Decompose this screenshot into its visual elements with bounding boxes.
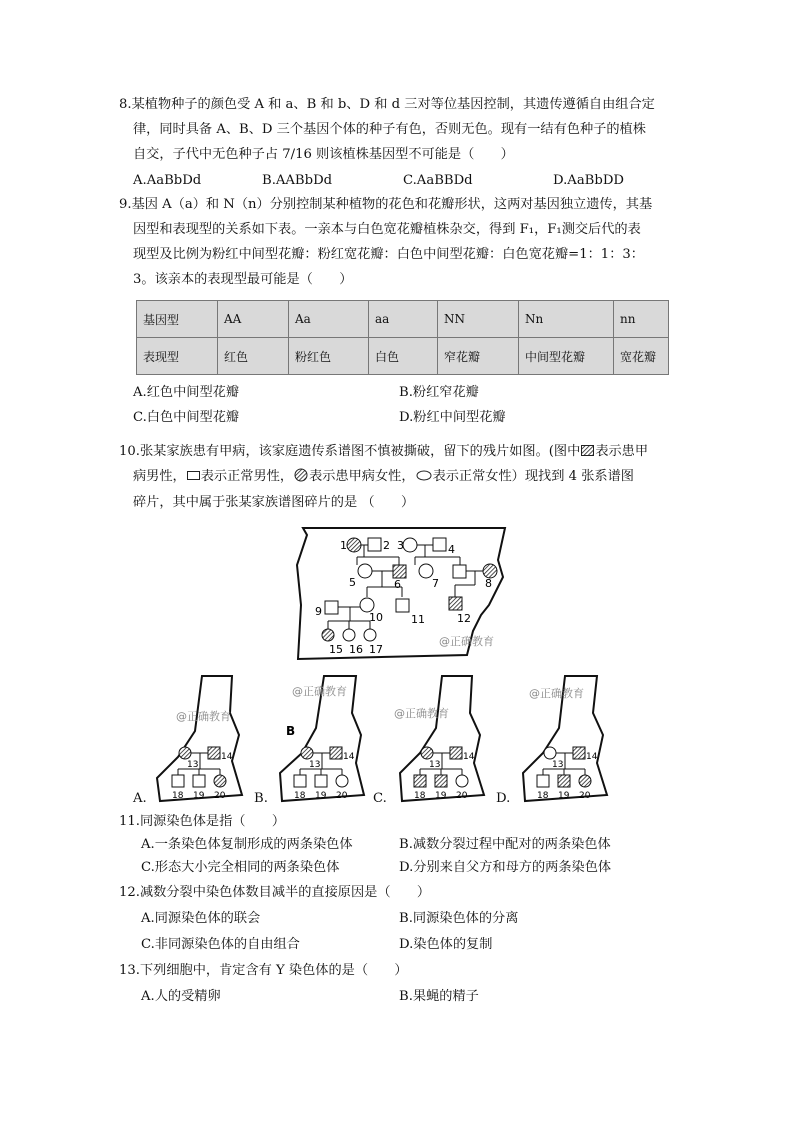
- q13-stem: 13.下列细胞中，肯定含有 Y 染色体的是（ ）: [119, 963, 408, 978]
- pedigree-label: 7: [432, 577, 439, 590]
- q11-option-d[interactable]: D.分别来自父方和母方的两条染色体: [399, 860, 612, 875]
- pedigree-member-8: [483, 564, 497, 578]
- q9-line-1: 9.基因 A（a）和 N（n）分别控制某种植物的花色和花瓣形状，这两对基因独立遗传，其基: [119, 197, 653, 212]
- table-cell: nn: [614, 301, 669, 338]
- pedigree-label: 12: [457, 612, 471, 625]
- pedigree-label: 20: [579, 791, 591, 801]
- fragment-member-14: [573, 747, 585, 759]
- pedigree-label: 10: [369, 611, 383, 624]
- pedigree-member-16: [343, 629, 355, 641]
- fragment-member-13: [544, 747, 556, 759]
- pedigree-label: 13: [429, 760, 441, 770]
- q8-line-1: 8.某植物种子的颜色受 A 和 a、B 和 b、D 和 d 三对等位基因控制，其遗传遵循自由组合定: [119, 97, 655, 112]
- table-cell: aa: [369, 301, 438, 338]
- pedigree-label: 18: [172, 791, 184, 801]
- pedigree-member-2: [368, 538, 381, 551]
- fragment-member-19: [558, 775, 570, 787]
- pedigree-member-11: [396, 599, 409, 612]
- pedigree-label: 11: [411, 613, 425, 626]
- q11-option-b[interactable]: B.减数分裂过程中配对的两条染色体: [399, 837, 611, 852]
- fragment-member-13: [179, 747, 191, 759]
- pedigree-label: 4: [448, 543, 455, 556]
- fragment-member-14: [450, 747, 462, 759]
- fragment-member-20: [336, 775, 348, 787]
- table-cell: 宽花瓣: [614, 338, 669, 375]
- pedigree-member-6: [393, 565, 406, 578]
- q9-option-d[interactable]: D.粉红中间型花瓣: [399, 410, 506, 425]
- pedigree-label: 14: [463, 752, 475, 762]
- pedigree-label: 15: [329, 643, 343, 656]
- pedigree-member-12: [449, 597, 462, 610]
- pedigree-fragment-d[interactable]: [515, 673, 610, 806]
- table-cell: 表现型: [137, 338, 218, 375]
- pedigree-member-17: [364, 629, 376, 641]
- q8-line-3: 自交，子代中无色种子占 7/16 则该植株基因型不可能是（ ）: [133, 147, 514, 162]
- fragment-member-20: [214, 775, 226, 787]
- fragment-member-18: [537, 775, 549, 787]
- fragment-option-a[interactable]: A.: [133, 791, 147, 806]
- pedigree-label: 8: [485, 577, 492, 590]
- watermark: @正确教育: [176, 710, 231, 723]
- pedigree-label: 3: [397, 539, 404, 552]
- q10-line-2-text-b: 表示正常男性，: [200, 469, 294, 484]
- table-cell: AA: [218, 301, 289, 338]
- pedigree-label: 9: [315, 605, 322, 618]
- q8-option-b[interactable]: B.AABbDd: [262, 173, 333, 188]
- q10-line-1: [119, 442, 648, 462]
- pedigree-member-4: [433, 538, 446, 551]
- fragment-option-b[interactable]: B.: [254, 791, 268, 806]
- q10-line-3: 碎片，其中属于张某家族谱图碎片的是 （ ）: [133, 495, 415, 510]
- pedigree-label: 14: [221, 752, 233, 762]
- q9-line-3: 现型及比例为粉红中间型花瓣：粉红宽花瓣：白色中间型花瓣：白色宽花瓣=1：1：3：: [133, 247, 644, 262]
- pedigree-label: 19: [315, 791, 327, 801]
- q12-option-c[interactable]: C.非同源染色体的自由组合: [141, 937, 300, 952]
- table-cell: NN: [438, 301, 519, 338]
- pedigree-label: 20: [456, 791, 468, 801]
- table-cell: Nn: [519, 301, 614, 338]
- affected-female-legend-icon: [294, 468, 308, 482]
- q10-line-1-text-b: 表示患甲: [595, 444, 649, 459]
- fragment-option-c[interactable]: C.: [373, 791, 387, 806]
- pedigree-label: 19: [193, 791, 205, 801]
- pedigree-label: 14: [586, 752, 598, 762]
- fragment-member-14: [330, 747, 342, 759]
- fragment-member-20: [579, 775, 591, 787]
- pedigree-label: 13: [187, 760, 199, 770]
- q9-option-a[interactable]: A.红色中间型花瓣: [133, 385, 240, 400]
- q9-line-4: 3。该亲本的表现型最可能是（ ）: [133, 272, 353, 287]
- fragment-member-19: [193, 775, 205, 787]
- q11-stem: 11.同源染色体是指（ ）: [119, 814, 286, 829]
- watermark: @正确教育: [529, 687, 584, 700]
- pedigree-label: 18: [537, 791, 549, 801]
- q9-option-c[interactable]: C.白色中间型花瓣: [133, 410, 240, 425]
- q10-line-2-text-a: 病男性，: [133, 469, 186, 484]
- fragment-member-14: [208, 747, 220, 759]
- q10-line-1-text-a: 10.张某家族患有甲病，该家庭遗传系谱图不慎被撕破，留下的残片如图。(图中: [119, 444, 581, 459]
- pedigree-label: 6: [394, 578, 401, 591]
- q11-option-c[interactable]: C.形态大小完全相同的两条染色体: [141, 860, 340, 875]
- pedigree-label: 19: [435, 791, 447, 801]
- pedigree-member-15: [322, 629, 334, 641]
- pedigree-fragment-b[interactable]: [272, 673, 367, 806]
- q13-option-b[interactable]: B.果蝇的精子: [399, 989, 479, 1004]
- pedigree-label: 13: [552, 760, 564, 770]
- q9-line-2: 因型和表现型的关系如下表。一亲本与白色宽花瓣植株杂交，得到 F₁，F₁测交后代的表: [133, 222, 641, 237]
- fragment-member-19: [435, 775, 447, 787]
- pedigree-fragment-a[interactable]: [150, 673, 245, 806]
- pedigree-member-3: [403, 538, 417, 552]
- affected-male-legend-icon: [581, 445, 594, 456]
- fragment-member-18: [294, 775, 306, 787]
- table-row: [137, 338, 669, 375]
- pedigree-member-10: [360, 598, 374, 612]
- table-cell: 窄花瓣: [438, 338, 519, 375]
- table-cell: 粉红色: [289, 338, 369, 375]
- main-pedigree-fragment: [295, 525, 510, 665]
- pedigree-label: 18: [294, 791, 306, 801]
- fragment-member-19: [315, 775, 327, 787]
- q8-option-c[interactable]: C.AaBBDd: [403, 173, 473, 188]
- table-cell: 白色: [369, 338, 438, 375]
- fragment-member-18: [172, 775, 184, 787]
- q8-option-a[interactable]: A.AaBbDd: [133, 173, 202, 188]
- pedigree-label: 16: [349, 643, 363, 656]
- q13-option-a[interactable]: A.人的受精卵: [141, 989, 221, 1004]
- pedigree-label: 14: [343, 752, 355, 762]
- table-cell: 中间型花瓣: [519, 338, 614, 375]
- table-cell: 基因型: [137, 301, 218, 338]
- q10-line-2-text-c: 表示患甲病女性，: [309, 469, 415, 484]
- q12-option-d[interactable]: D.染色体的复制: [399, 937, 493, 952]
- table-cell: 红色: [218, 338, 289, 375]
- pedigree-label: 2: [383, 539, 390, 552]
- pedigree-member-9: [325, 601, 338, 614]
- fragment-option-d[interactable]: D.: [496, 791, 511, 806]
- fragment-member-13: [301, 747, 313, 759]
- pedigree-label: 17: [369, 643, 383, 656]
- watermark: @正确教育: [439, 635, 494, 648]
- pedigree-label: 19: [558, 791, 570, 801]
- fragment-member-13: [421, 747, 433, 759]
- q12-option-a[interactable]: A.同源染色体的联会: [141, 911, 261, 926]
- pedigree-label: 5: [349, 576, 356, 589]
- q8-option-d[interactable]: D.AaBbDD: [553, 173, 624, 188]
- q12-stem: 12.减数分裂中染色体数目减半的直接原因是（ ）: [119, 885, 431, 900]
- pedigree-label: 13: [309, 760, 321, 770]
- watermark: @正确教育: [394, 707, 449, 720]
- q11-option-a[interactable]: A.一条染色体复制形成的两条染色体: [141, 837, 353, 852]
- pedigree-member-7: [419, 564, 433, 578]
- fragment-member-18: [414, 775, 426, 787]
- normal-female-legend-icon: [416, 470, 432, 481]
- pedigree-label: 18: [414, 791, 426, 801]
- pedigree-label: 1: [340, 539, 347, 552]
- pedigree-fragment-c[interactable]: [392, 673, 487, 806]
- q10-line-2-text-d: 表示正常女性）现找到 4 张系谱图: [432, 469, 634, 484]
- table-row: [137, 301, 669, 338]
- watermark: @正确教育: [292, 685, 347, 698]
- table-cell: Aa: [289, 301, 369, 338]
- genotype-table: [136, 300, 669, 375]
- fragment-member-20: [456, 775, 468, 787]
- q8-line-2: 律，同时具备 A、B、D 三个基因个体的种子有色，否则无色。现有一结有色种子的植株: [133, 122, 646, 137]
- pedigree-member-sq-b: [453, 565, 466, 578]
- q12-option-b[interactable]: B.同源染色体的分离: [399, 911, 519, 926]
- pedigree-label: 20: [336, 791, 348, 801]
- q10-line-2: [133, 467, 634, 487]
- pedigree-member-5: [358, 564, 372, 578]
- q9-option-b[interactable]: B.粉红窄花瓣: [399, 385, 479, 400]
- pedigree-label: 20: [214, 791, 226, 801]
- pedigree-member-1: [347, 538, 361, 552]
- normal-male-legend-icon: [187, 471, 200, 480]
- fragment-b-letter: B: [286, 724, 296, 738]
